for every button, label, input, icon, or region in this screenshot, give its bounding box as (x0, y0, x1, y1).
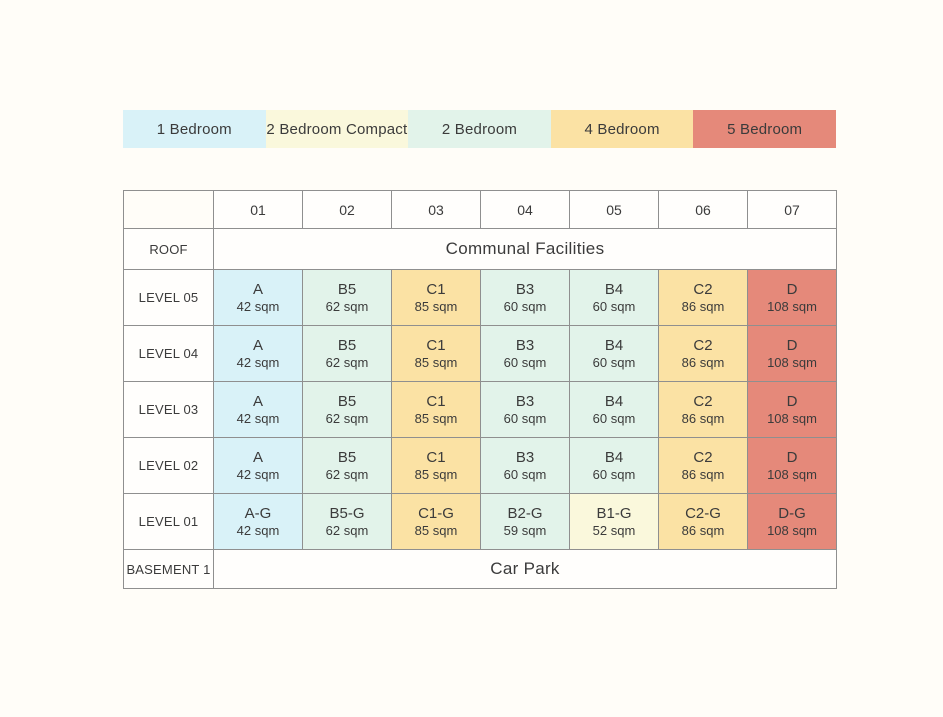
row-level-01 (124, 494, 837, 550)
unit-area: 42 sqm (236, 411, 280, 427)
legend-item-1-bedroom: 1 Bedroom (123, 110, 266, 148)
unit-cell-b5 (303, 438, 392, 494)
unit-type: B5 (337, 280, 357, 298)
row-label-roof: ROOF (124, 229, 214, 270)
unit-cell-d (748, 438, 837, 494)
stack-table-body (124, 191, 837, 589)
unit-area: 60 sqm (592, 411, 636, 427)
unit-cell-b3 (481, 270, 570, 326)
unit-area: 42 sqm (236, 523, 280, 539)
row-label-basement-1: BASEMENT 1 (124, 550, 214, 589)
unit-cell-b5 (303, 326, 392, 382)
unit-cell-b5 (303, 382, 392, 438)
unit-area: 62 sqm (325, 467, 369, 483)
row-label-level-01: LEVEL 01 (124, 494, 214, 550)
unit-cell-b4 (570, 382, 659, 438)
legend-item-2-bedroom: 2 Bedroom (408, 110, 551, 148)
unit-area: 85 sqm (414, 523, 458, 539)
unit-cell-c1 (392, 270, 481, 326)
unit-area: 59 sqm (503, 523, 547, 539)
column-header-03: 03 (392, 191, 481, 229)
unit-type: B5 (337, 448, 357, 466)
unit-type: A (252, 392, 263, 410)
unit-cell-c1-g (392, 494, 481, 550)
unit-cell-c1 (392, 382, 481, 438)
unit-cell-d (748, 326, 837, 382)
unit-cell-d (748, 270, 837, 326)
column-header-07: 07 (748, 191, 837, 229)
unit-area: 86 sqm (681, 355, 725, 371)
row-label-level-03: LEVEL 03 (124, 382, 214, 438)
unit-type: B5-G (329, 504, 365, 522)
unit-type: A (252, 280, 263, 298)
unit-area: 42 sqm (236, 299, 280, 315)
unit-cell-c2 (659, 438, 748, 494)
unit-cell-c1 (392, 438, 481, 494)
unit-area: 108 sqm (767, 299, 817, 315)
unit-type: C1 (426, 392, 446, 410)
row-roof (124, 229, 837, 270)
row-level-03 (124, 382, 837, 438)
unit-area: 60 sqm (503, 411, 547, 427)
unit-area: 42 sqm (236, 467, 280, 483)
unit-type: B4 (604, 280, 624, 298)
unit-type: B3 (515, 280, 535, 298)
unit-area: 52 sqm (592, 523, 636, 539)
unit-area: 62 sqm (325, 355, 369, 371)
unit-cell-a (214, 326, 303, 382)
row-label-level-05: LEVEL 05 (124, 270, 214, 326)
unit-type: A (252, 448, 263, 466)
unit-area: 60 sqm (503, 355, 547, 371)
unit-cell-a (214, 382, 303, 438)
unit-area: 85 sqm (414, 299, 458, 315)
column-header-01: 01 (214, 191, 303, 229)
unit-type: D (786, 280, 798, 298)
unit-cell-b3 (481, 438, 570, 494)
unit-cell-c2 (659, 382, 748, 438)
unit-type: D-G (778, 504, 806, 522)
unit-area: 62 sqm (325, 523, 369, 539)
unit-area: 60 sqm (592, 355, 636, 371)
unit-type: C1 (426, 280, 446, 298)
unit-cell-b4 (570, 326, 659, 382)
row-level-02 (124, 438, 837, 494)
legend (123, 110, 836, 148)
unit-cell-b5-g (303, 494, 392, 550)
column-header-02: 02 (303, 191, 392, 229)
unit-type: B3 (515, 336, 535, 354)
unit-cell-d (748, 382, 837, 438)
unit-cell-c1 (392, 326, 481, 382)
unit-cell-a (214, 438, 303, 494)
column-header-06: 06 (659, 191, 748, 229)
unit-cell-b1-g (570, 494, 659, 550)
unit-cell-a-g (214, 494, 303, 550)
unit-type: D (786, 392, 798, 410)
unit-type: B4 (604, 392, 624, 410)
corner-cell (124, 191, 214, 229)
unit-type: D (786, 336, 798, 354)
unit-type: C1 (426, 448, 446, 466)
unit-area: 108 sqm (767, 411, 817, 427)
span-cell-communal-facilities: Communal Facilities (214, 229, 837, 270)
column-header-row (124, 191, 837, 229)
unit-area: 85 sqm (414, 411, 458, 427)
unit-type: C2 (693, 336, 713, 354)
unit-type: B3 (515, 448, 535, 466)
column-header-05: 05 (570, 191, 659, 229)
unit-area: 86 sqm (681, 467, 725, 483)
unit-area: 60 sqm (503, 299, 547, 315)
unit-type: B5 (337, 392, 357, 410)
unit-cell-b2-g (481, 494, 570, 550)
unit-cell-c2 (659, 326, 748, 382)
unit-area: 108 sqm (767, 467, 817, 483)
unit-area: 86 sqm (681, 523, 725, 539)
unit-type: B5 (337, 336, 357, 354)
stack-table (123, 190, 837, 589)
unit-type: A-G (244, 504, 272, 522)
unit-type: B4 (604, 448, 624, 466)
unit-cell-b3 (481, 326, 570, 382)
row-label-level-02: LEVEL 02 (124, 438, 214, 494)
unit-cell-c2 (659, 270, 748, 326)
unit-cell-b4 (570, 270, 659, 326)
legend-item-4-bedroom: 4 Bedroom (551, 110, 694, 148)
unit-area: 60 sqm (503, 467, 547, 483)
unit-area: 62 sqm (325, 411, 369, 427)
unit-cell-a (214, 270, 303, 326)
row-level-05 (124, 270, 837, 326)
unit-type: B4 (604, 336, 624, 354)
unit-area: 108 sqm (767, 355, 817, 371)
unit-cell-b5 (303, 270, 392, 326)
unit-type: C2 (693, 448, 713, 466)
unit-area: 86 sqm (681, 299, 725, 315)
unit-area: 85 sqm (414, 355, 458, 371)
unit-type: A (252, 336, 263, 354)
unit-type: C2 (693, 392, 713, 410)
unit-area: 42 sqm (236, 355, 280, 371)
unit-area: 60 sqm (592, 467, 636, 483)
unit-type: B3 (515, 392, 535, 410)
legend-item-5-bedroom: 5 Bedroom (693, 110, 836, 148)
unit-area: 85 sqm (414, 467, 458, 483)
unit-cell-b4 (570, 438, 659, 494)
unit-type: C1 (426, 336, 446, 354)
row-basement-1 (124, 550, 837, 589)
unit-type: B2-G (507, 504, 543, 522)
unit-area: 86 sqm (681, 411, 725, 427)
unit-area: 108 sqm (767, 523, 817, 539)
unit-type: D (786, 448, 798, 466)
unit-cell-c2-g (659, 494, 748, 550)
column-header-04: 04 (481, 191, 570, 229)
unit-area: 60 sqm (592, 299, 636, 315)
legend-item-2-bedroom-compact: 2 Bedroom Compact (266, 110, 409, 148)
unit-type: B1-G (596, 504, 632, 522)
row-level-04 (124, 326, 837, 382)
unit-type: C2-G (685, 504, 721, 522)
unit-area: 62 sqm (325, 299, 369, 315)
unit-cell-d-g (748, 494, 837, 550)
unit-type: C2 (693, 280, 713, 298)
span-cell-car-park: Car Park (214, 550, 837, 589)
row-label-level-04: LEVEL 04 (124, 326, 214, 382)
unit-cell-b3 (481, 382, 570, 438)
unit-type: C1-G (418, 504, 454, 522)
